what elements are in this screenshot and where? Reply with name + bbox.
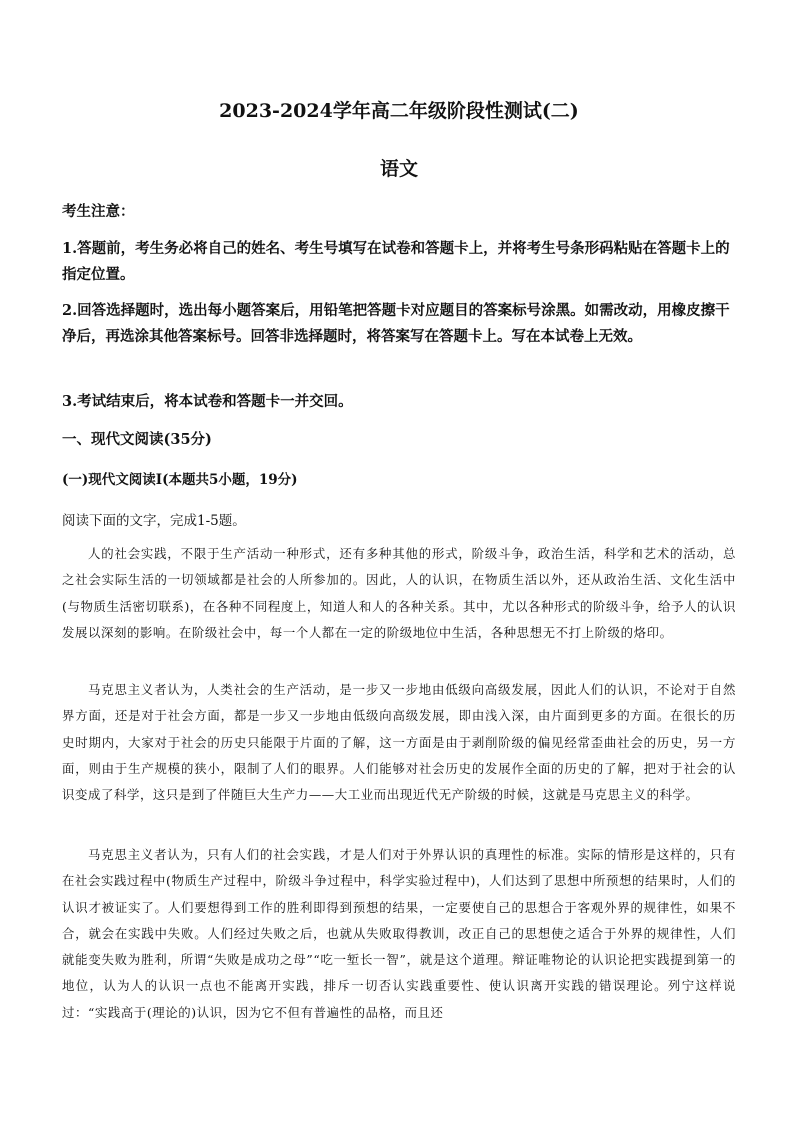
subsection-heading: (一)现代文阅读Ⅰ(本题共5小题，19分) [62,472,298,488]
passage-paragraph-2: 马克思主义者认为，人类社会的生产活动，是一步又一步地由低级向高级发展，因此人们的认识，不论对于自然界方面，还是对于社会方面，都是一步又一步地由低级向高级发展，即由浅入深，由片面到更多的方面。在很长的历史时期内，大家对于社会的历史只能限于片面的了解，这一方面是由于剥削阶级的偏见经常歪曲社会的历史，另一方面，则由于生产规模的狭小，限制了人们的眼界。人们能够对社会历史的发展作全面的历史的了解，把对于社会的认识变成了科学，这只是到了伴随巨大生产力——大工业而出现近代无产阶级的时候，这就是马克思主义的科学。 [62,682,736,803]
reading-instruction: 阅读下面的文字，完成1-5题。 [62,513,246,529]
exam-title: 2023-2024学年高二年级阶段性测试(二) [219,100,579,122]
notice-item-2: 2.回答选择题时，选出每小题答案后，用铅笔把答题卡对应题目的答案标号涂黑。如需改动，用橡皮擦干净后，再选涂其他答案标号。回答非选择题时，将答案写在答题卡上。写在本试卷上无效。 [62,302,730,345]
notice-item-1: 1.答题前，考生务必将自己的姓名、考生号填写在试卷和答题卡上，并将考生号条形码粘贴在答题卡上的指定位置。 [62,240,730,283]
passage-paragraph-1: 人的社会实践，不限于生产活动一种形式，还有多种其他的形式，阶级斗争，政治生活，科学和艺术的活动，总之社会实际生活的一切领域都是社会的人所参加的。因此，人的认识，在物质生活以外，还从政治生活、文化生活中(与物质生活密切联系)，在各种不同程度上，知道人和人的各种关系。其中，尤以各种形式的阶级斗争，给予人的认识发展以深刻的影响。在阶级社会中，每一个人都在一定的阶级地位中生活，各种思想无不打上阶级的烙印。 [62,546,736,640]
exam-page [62,0,736,1123]
passage-paragraph-3: 马克思主义者认为，只有人们的社会实践，才是人们对于外界认识的真理性的标准。实际的情形是这样的，只有在社会实践过程中(物质生产过程中，阶级斗争过程中，科学实验过程中)，人们达到了思想中所预想的结果时，人们的认识才被证实了。人们要想得到工作的胜利即得到预想的结果，一定要使自己的思想合于客观外界的规律性，如果不合，就会在实践中失败。人们经过失败之后，也就从失败取得教训，改正自己的思想使之适合于外界的规律性，人们就能变失败为胜利，所谓“失败是成功之母”“吃一堑长一智”，就是这个道理。辩证唯物论的认识论把实践提到第一的地位，认为人的认识一点也不能离开实践，排斥一切否认实践重要性、使认识离开实践的错误理论。列宁这样说过：“实践高于(理论的)认识，因为它不但有普遍性的品格，而且还 [62,847,736,1020]
notice-item-3: 3.考试结束后，将本试卷和答题卡一并交回。 [62,393,353,410]
subject-title: 语文 [379,158,418,180]
section-heading: 一、现代文阅读(35分) [62,431,212,448]
notice-heading: 考生注意： [62,203,135,220]
